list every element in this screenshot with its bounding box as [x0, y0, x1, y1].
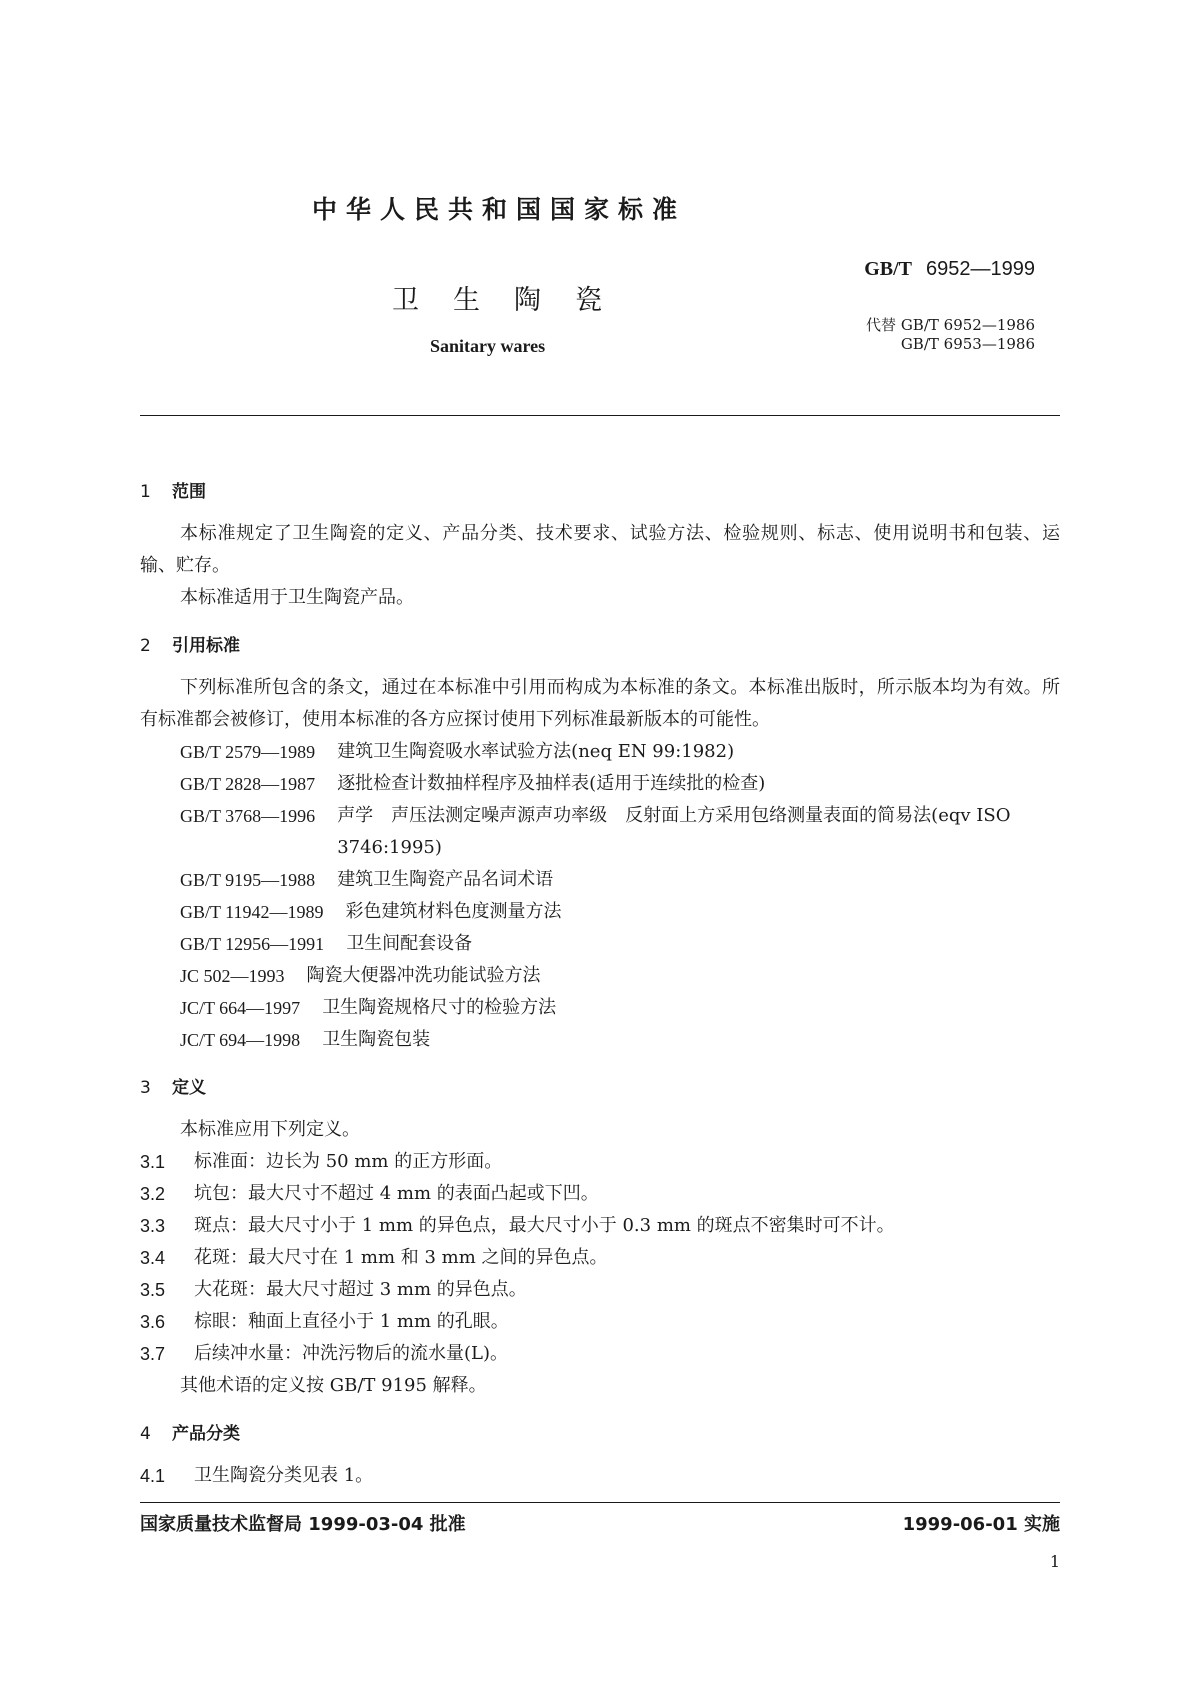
section-heading: [140, 630, 1060, 662]
paragraph: 其他术语的定义按 GB/T 9195 解释。: [180, 1375, 487, 1396]
reference-title: 陶瓷大便器冲洗功能试验方法: [306, 965, 541, 986]
document-subtitle: Sanitary wares: [430, 336, 546, 356]
clause-number: 3.1: [140, 1152, 166, 1172]
list-item: [140, 896, 1060, 928]
header-divider: [140, 415, 1060, 416]
replaces-line: GB/T 6953—1986: [900, 335, 1035, 353]
reference-title: 卫生陶瓷包装: [322, 1029, 431, 1050]
clause-number: 3.6: [140, 1312, 166, 1332]
reference-list: [140, 736, 1060, 1056]
reference-code: GB/T 3768—1996: [180, 806, 316, 826]
reference-title: 卫生间配套设备: [346, 933, 473, 954]
document-body: [140, 476, 1060, 1492]
list-item: [140, 1242, 1060, 1274]
list-item: [140, 960, 1060, 992]
replaces-line: 代替 GB/T 6952—1986: [866, 316, 1035, 334]
reference-code: GB/T 9195—1988: [180, 870, 316, 890]
reference-code: GB/T 2579—1989: [180, 742, 316, 762]
paragraph: 下列标准所包含的条文，通过在本标准中引用而构成为本标准的条文。本标准出版时，所示版本均为有效。所有标准都会被修订，使用本标准的各方应探讨使用下列标准最新版本的可能性。: [140, 677, 1060, 730]
list-item: [140, 1338, 1060, 1370]
list-item: [140, 1210, 1060, 1242]
definition-text: 标准面：边长为 50 mm 的正方形面。: [194, 1151, 503, 1172]
clause-number: 3.2: [140, 1184, 166, 1204]
paragraph: 本标准应用下列定义。: [180, 1119, 360, 1140]
list-item: [140, 1460, 1060, 1492]
clause-number: 4.1: [140, 1466, 166, 1486]
section-heading: [140, 1418, 1060, 1450]
reference-code: JC/T 694—1998: [180, 1030, 301, 1050]
standard-number: [864, 256, 1035, 281]
list-item: [140, 800, 1060, 864]
list-item: [140, 768, 1060, 800]
section-number: 3: [140, 1078, 151, 1098]
definition-text: 斑点：最大尺寸小于 1 mm 的异色点，最大尺寸小于 0.3 mm 的斑点不密集时可不计。: [194, 1215, 895, 1236]
definition-text: 后续冲水量：冲洗污物后的流水量(L)。: [194, 1343, 508, 1364]
reference-code: JC 502—1993: [180, 966, 285, 986]
standard-code: GB/T: [864, 258, 913, 280]
reference-title: 逐批检查计数抽样程序及抽样表(适用于连续批的检查): [337, 773, 766, 794]
list-item: [140, 864, 1060, 896]
clause-text: 卫生陶瓷分类见表 1。: [194, 1465, 374, 1486]
paragraph: 本标准规定了卫生陶瓷的定义、产品分类、技术要求、试验方法、检验规则、标志、使用说明书和包装、运输、贮存。: [140, 523, 1060, 576]
list-item: [140, 1306, 1060, 1338]
approval-note: 国家质量技术监督局 1999-03-04 批准: [140, 1514, 466, 1535]
reference-code: GB/T 12956—1991: [180, 934, 325, 954]
clause-number: 3.4: [140, 1248, 166, 1268]
definition-list: [140, 1146, 1060, 1370]
list-item: [140, 1178, 1060, 1210]
definition-text: 棕眼：釉面上直径小于 1 mm 的孔眼。: [194, 1311, 509, 1332]
reference-title: 卫生陶瓷规格尺寸的检验方法: [322, 997, 557, 1018]
section-heading: [140, 476, 1060, 508]
reference-code: GB/T 2828—1987: [180, 774, 316, 794]
implementation-date: 1999-06-01 实施: [902, 1514, 1060, 1535]
list-item: [140, 736, 1060, 768]
reference-code: JC/T 664—1997: [180, 998, 301, 1018]
reference-title: 彩色建筑材料色度测量方法: [345, 901, 562, 922]
list-item: [140, 1274, 1060, 1306]
section-heading: [140, 1072, 1060, 1104]
section-number: 1: [140, 482, 151, 502]
document-title: 卫生陶瓷: [392, 285, 636, 316]
reference-title: 建筑卫生陶瓷吸水率试验方法(neq EN 99:1982): [337, 741, 735, 762]
clause-number: 3.5: [140, 1280, 166, 1300]
definition-text: 大花斑：最大尺寸超过 3 mm 的异色点。: [194, 1279, 527, 1300]
footer-divider: [140, 1502, 1060, 1503]
section-number: 4: [140, 1424, 151, 1444]
reference-title: 建筑卫生陶瓷产品名词术语: [337, 869, 554, 890]
national-standard-title: 中华人民共和国国家标准: [312, 195, 687, 224]
page-number: 1: [1049, 1552, 1060, 1571]
list-item: [140, 1146, 1060, 1178]
definition-text: 坑包：最大尺寸不超过 4 mm 的表面凸起或下凹。: [194, 1183, 599, 1204]
list-item: [140, 928, 1060, 960]
clause-list: [140, 1460, 1060, 1492]
section-number: 2: [140, 636, 151, 656]
replaces-block: [866, 316, 1035, 354]
clause-number: 3.3: [140, 1216, 166, 1236]
clause-number: 3.7: [140, 1344, 166, 1364]
section-title: 定义: [172, 1078, 206, 1098]
section-title: 范围: [172, 482, 206, 502]
paragraph: 本标准适用于卫生陶瓷产品。: [180, 587, 414, 608]
list-item: [140, 1024, 1060, 1056]
list-item: [140, 992, 1060, 1024]
reference-code: GB/T 11942—1989: [180, 902, 324, 922]
standard-number-value: 6952—1999: [926, 258, 1035, 280]
section-title: 引用标准: [172, 636, 240, 656]
section-title: 产品分类: [172, 1424, 240, 1444]
definition-text: 花斑：最大尺寸在 1 mm 和 3 mm 之间的异色点。: [194, 1247, 608, 1268]
reference-title: 声学 声压法测定噪声源声功率级 反射面上方采用包络测量表面的简易法(eqv ISO 3746:1995): [337, 805, 1011, 858]
